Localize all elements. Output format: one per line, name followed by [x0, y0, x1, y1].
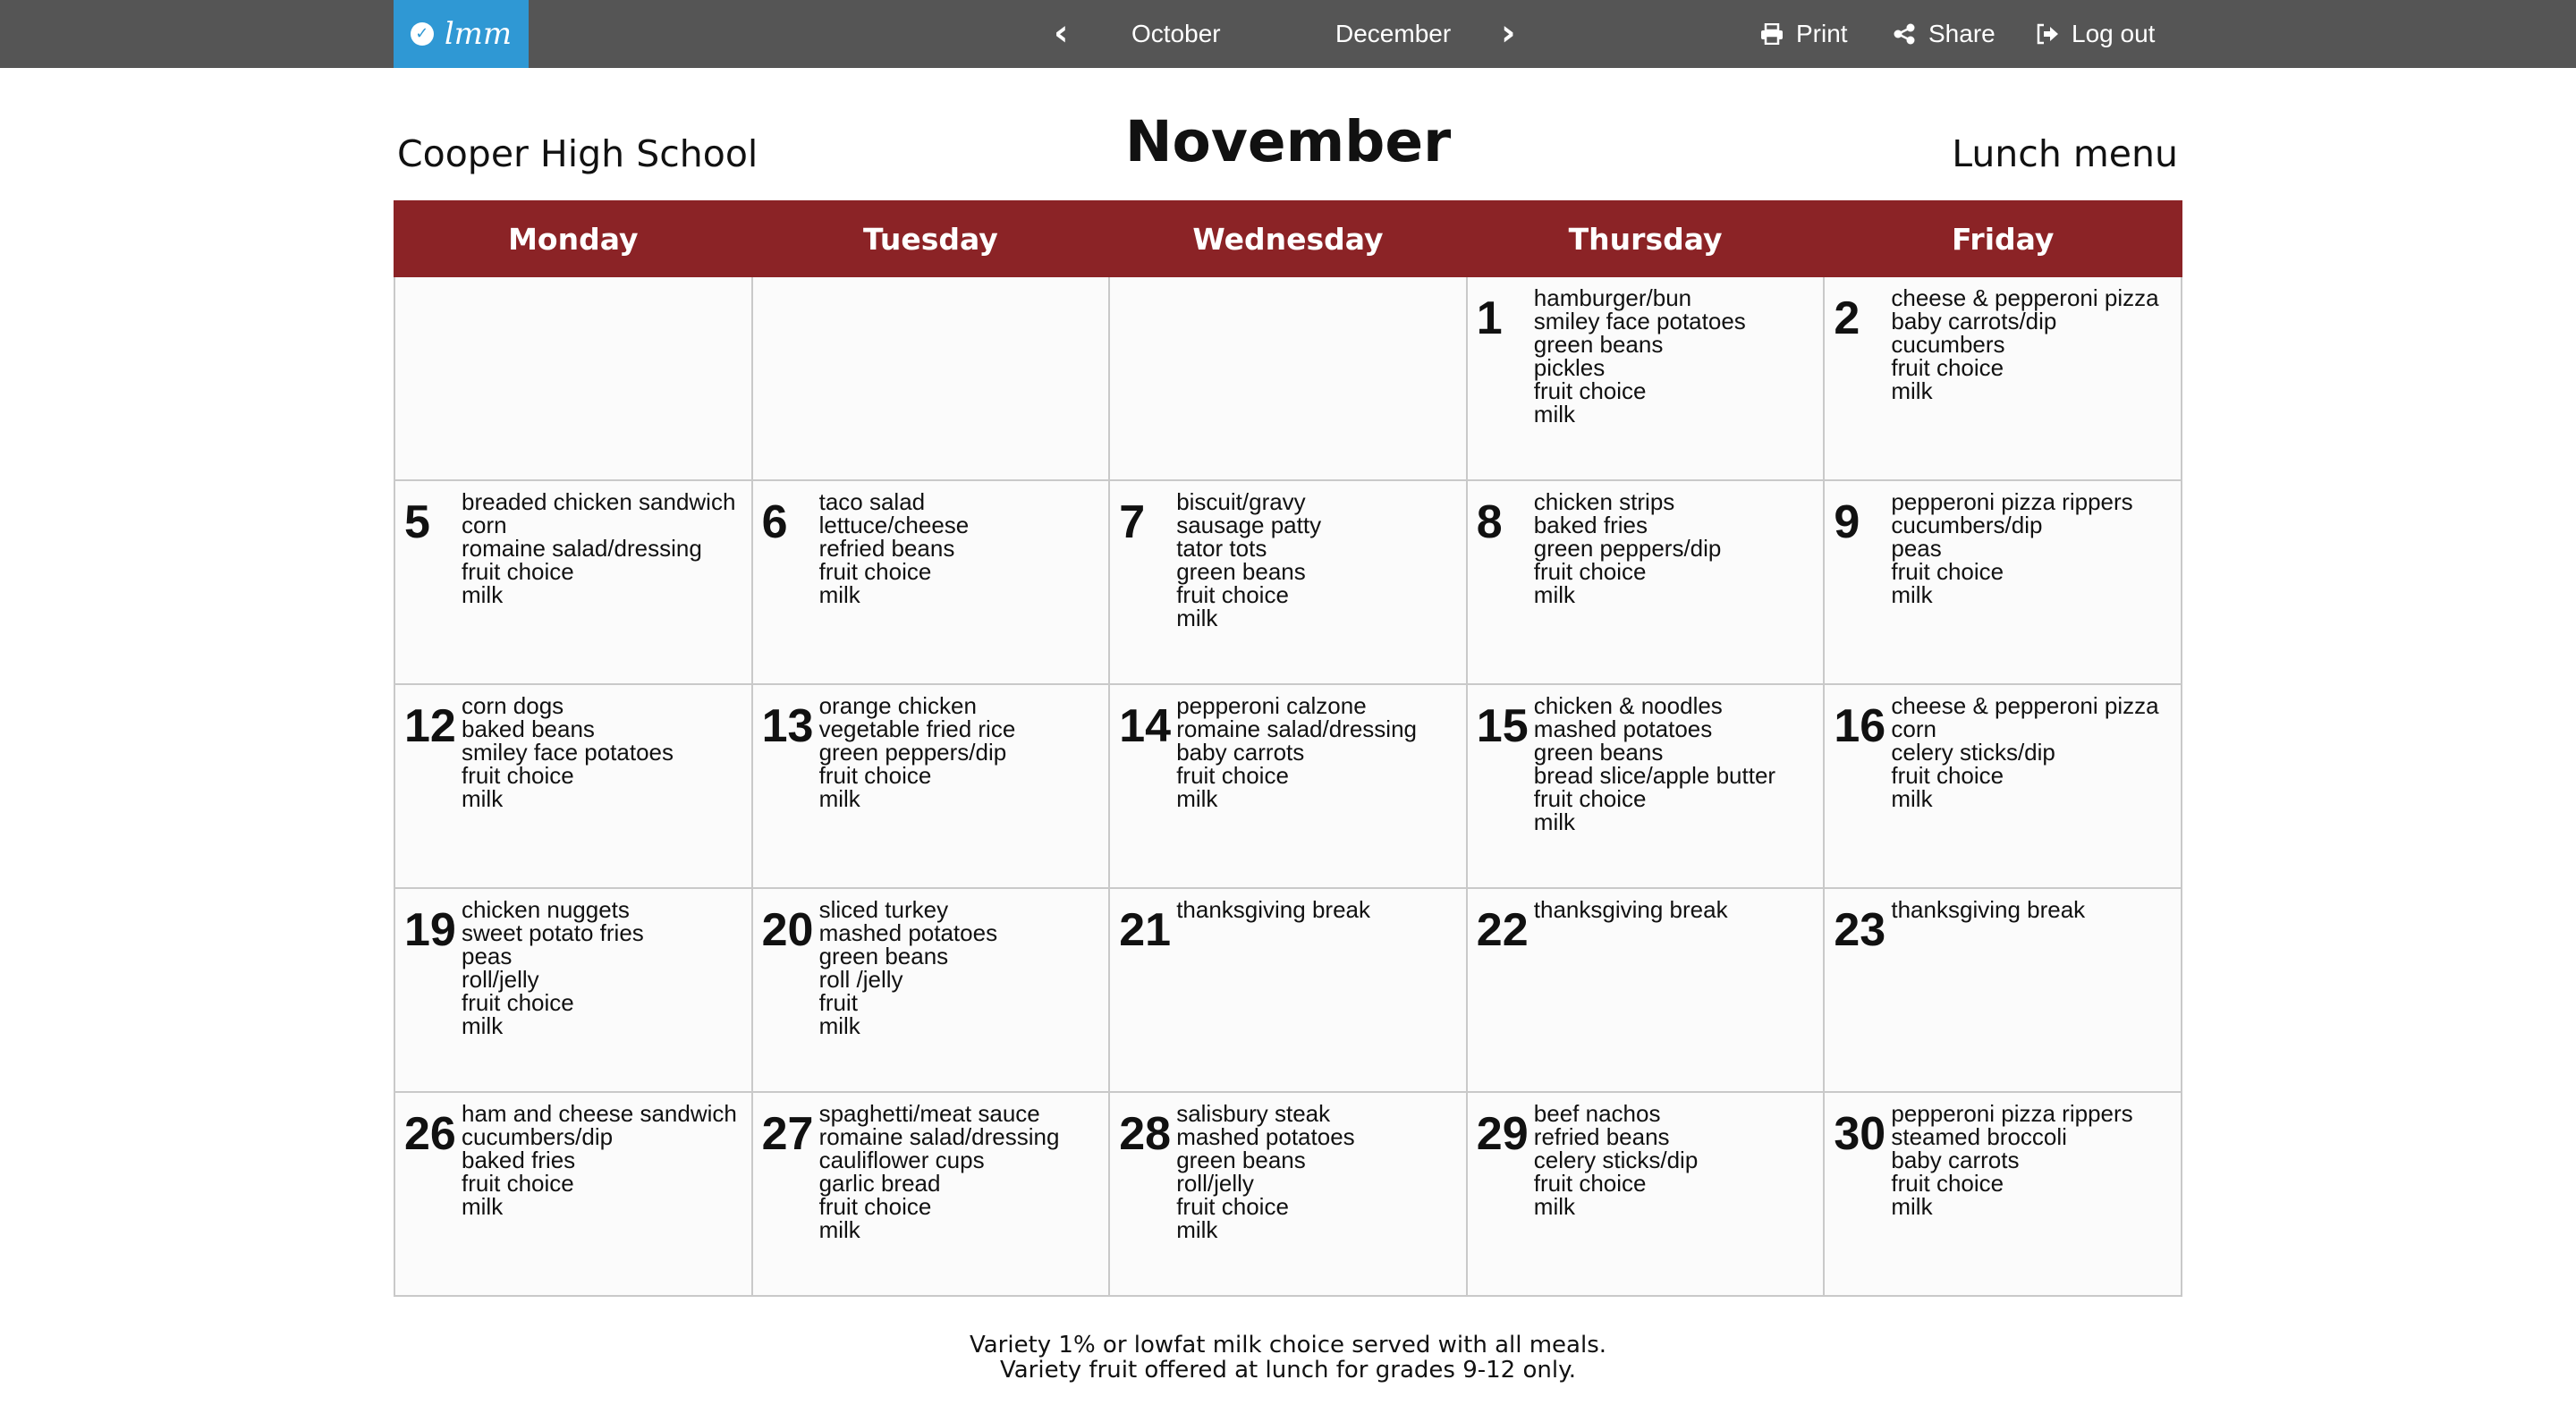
day-content: [1468, 277, 1824, 426]
menu-item: romaine salad/dressing: [1176, 715, 1417, 742]
day-content: [1110, 277, 1466, 286]
day-content: [753, 685, 1109, 810]
menu-item-list: [462, 694, 674, 810]
menu-item-list: [1176, 694, 1417, 810]
prev-month-link[interactable]: [1131, 0, 1221, 68]
menu-item: fruit choice: [1891, 1170, 2004, 1197]
menu-item: baby carrots: [1891, 1147, 2020, 1173]
menu-item-list: [1534, 1102, 1699, 1218]
menu-item: corn dogs: [462, 692, 564, 719]
menu-item: roll /jelly: [818, 966, 903, 993]
day-number: 1: [1476, 292, 1503, 344]
menu-item-list: [819, 898, 997, 1037]
menu-item-list: [1891, 694, 2158, 810]
day-number: 23: [1834, 904, 1886, 956]
weekday-header: Friday: [1824, 201, 2182, 276]
day-number: 6: [761, 496, 788, 548]
menu-item: milk: [462, 1193, 504, 1220]
menu-item: milk: [1533, 581, 1575, 608]
footer-note-fruit: Variety fruit offered at lunch for grades 9-12 only.: [999, 1357, 1577, 1384]
day-content: [1468, 889, 1824, 957]
menu-item: milk: [1891, 1193, 1933, 1220]
menu-item-list: [462, 1102, 737, 1218]
day-number: 15: [1476, 700, 1529, 752]
menu-item: smiley face potatoes: [462, 739, 674, 766]
day-number: 9: [1834, 496, 1860, 548]
day-number: 26: [404, 1108, 456, 1160]
calendar-day-cell: [1824, 1092, 2182, 1296]
menu-item: fruit choice: [1533, 1170, 1647, 1197]
menu-item: fruit choice: [1891, 762, 2004, 789]
menu-item: cucumbers: [1891, 331, 2005, 358]
day-content: [1110, 481, 1466, 630]
next-month-link[interactable]: [1335, 0, 1451, 68]
menu-item: vegetable fried rice: [818, 715, 1016, 742]
menu-item: celery sticks/dip: [1533, 1147, 1699, 1173]
menu-item: fruit choice: [818, 1193, 932, 1220]
day-content: [753, 481, 1109, 606]
page-title: November: [1124, 109, 1452, 174]
weekday-header-row: [394, 201, 2182, 276]
menu-item: milk: [1176, 605, 1218, 631]
menu-item: pepperoni pizza rippers: [1891, 488, 2133, 515]
menu-item: fruit choice: [818, 558, 932, 585]
menu-item: tator tots: [1176, 535, 1267, 562]
menu-item: fruit choice: [462, 989, 574, 1016]
menu-item-list: [1176, 490, 1321, 630]
day-content: [1468, 481, 1824, 606]
menu-item: fruit choice: [818, 762, 932, 789]
menu-item-list: [462, 490, 735, 606]
menu-item: milk: [1176, 1216, 1218, 1243]
weekday-header: Thursday: [1467, 201, 1825, 276]
calendar-day-cell: [1109, 684, 1467, 888]
menu-item: corn: [462, 512, 507, 538]
calendar-day-cell: [752, 480, 1110, 684]
day-content: [1825, 685, 2181, 810]
calendar-week-row: [394, 1092, 2182, 1296]
calendar-week-row: [394, 888, 2182, 1092]
day-content: [395, 685, 751, 810]
menu-item: refried beans: [1533, 1123, 1670, 1150]
day-number: 12: [404, 700, 456, 752]
calendar-day-cell: [394, 888, 752, 1092]
menu-item-list: [462, 898, 644, 1037]
menu-item: milk: [1533, 808, 1575, 835]
menu-item: milk: [462, 785, 504, 812]
calendar-day-cell: [752, 1092, 1110, 1296]
menu-item-list: [1534, 286, 1746, 426]
menu-item: milk: [818, 785, 860, 812]
menu-item: milk: [462, 1012, 504, 1039]
footer-notes: [0, 1333, 2576, 1383]
menu-item: smiley face potatoes: [1533, 308, 1746, 334]
logout-label: Log out: [2072, 20, 2156, 47]
calendar-day-cell: [1824, 888, 2182, 1092]
menu-item: roll/jelly: [1176, 1170, 1254, 1197]
calendar-week-row: [394, 480, 2182, 684]
day-number: 14: [1119, 700, 1172, 752]
menu-item: peas: [1891, 535, 1942, 562]
menu-item: mashed potatoes: [1533, 715, 1713, 742]
day-content: [1825, 889, 2181, 957]
top-bar: [0, 0, 2576, 68]
day-number: 19: [404, 904, 456, 956]
menu-item: green beans: [1533, 739, 1664, 766]
day-number: 30: [1834, 1108, 1886, 1160]
day-content: [753, 1093, 1109, 1241]
menu-item: breaded chicken sandwich: [462, 488, 736, 515]
menu-item: beef nachos: [1533, 1100, 1661, 1127]
menu-item: milk: [818, 1216, 860, 1243]
day-number: 5: [404, 496, 430, 548]
day-number: 8: [1476, 496, 1503, 548]
calendar-day-cell: [1467, 276, 1825, 480]
menu-item: refried beans: [818, 535, 955, 562]
calendar-day-cell: [752, 684, 1110, 888]
menu-item: fruit choice: [1533, 377, 1647, 404]
menu-item: milk: [1176, 785, 1218, 812]
menu-item: pepperoni pizza rippers: [1891, 1100, 2133, 1127]
day-content: [1110, 685, 1466, 810]
menu-item: hamburger/bun: [1533, 284, 1692, 311]
menu-item-list: [1176, 898, 1370, 957]
day-content: [1110, 1093, 1466, 1241]
menu-item: cheese & pepperoni pizza: [1891, 284, 2159, 311]
menu-item: baby carrots/dip: [1891, 308, 2057, 334]
logout-button[interactable]: [2036, 0, 2155, 68]
menu-item: green beans: [1176, 1147, 1306, 1173]
menu-item: salisbury steak: [1176, 1100, 1331, 1127]
day-number: 27: [761, 1108, 814, 1160]
share-button[interactable]: [1893, 0, 1996, 68]
day-number: 13: [761, 700, 814, 752]
weekday-header: Tuesday: [752, 201, 1110, 276]
menu-item-list: [1891, 286, 2158, 402]
menu-item-list: [1891, 898, 2085, 957]
day-content: [753, 889, 1109, 1037]
menu-item: chicken nuggets: [462, 896, 630, 923]
menu-item: fruit choice: [1533, 785, 1647, 812]
app-logo[interactable]: [394, 0, 529, 68]
footer-note-milk: Variety 1% or lowfat milk choice served with all meals.: [969, 1332, 1607, 1359]
printer-icon: [1760, 23, 1784, 45]
day-number: 28: [1119, 1108, 1172, 1160]
menu-item: pepperoni calzone: [1176, 692, 1367, 719]
menu-item: ham and cheese sandwich: [462, 1100, 737, 1127]
menu-item: green peppers/dip: [1533, 535, 1722, 562]
day-number: 2: [1834, 292, 1860, 344]
menu-item-list: [1176, 1102, 1354, 1241]
calendar-week-row: [394, 276, 2182, 480]
menu-item: lettuce/cheese: [818, 512, 970, 538]
menu-item: romaine salad/dressing: [818, 1123, 1060, 1150]
menu-item: fruit choice: [462, 762, 574, 789]
menu-item: fruit choice: [1176, 1193, 1289, 1220]
calendar-day-cell: [1467, 1092, 1825, 1296]
menu-item: sliced turkey: [818, 896, 949, 923]
menu-item: fruit choice: [1533, 558, 1647, 585]
day-content: [1468, 1093, 1824, 1218]
calendar-day-cell: [1109, 480, 1467, 684]
menu-type: Lunch menu: [1952, 132, 2178, 175]
menu-item: milk: [1533, 1193, 1575, 1220]
menu-item: sweet potato fries: [462, 919, 644, 946]
menu-item: baby carrots: [1176, 739, 1305, 766]
calendar-day-cell: [394, 276, 752, 480]
menu-item: cucumbers/dip: [1891, 512, 2043, 538]
menu-item-list: [1891, 490, 2132, 606]
menu-item: sausage patty: [1176, 512, 1322, 538]
menu-item: cheese & pepperoni pizza: [1891, 692, 2159, 719]
print-button[interactable]: [1760, 0, 1848, 68]
menu-item: milk: [1891, 377, 1933, 404]
menu-item: baked fries: [1533, 512, 1648, 538]
calendar-day-cell: [1824, 684, 2182, 888]
menu-item: fruit choice: [1891, 558, 2004, 585]
menu-item: thanksgiving break: [1891, 896, 2086, 923]
prev-month-label: October: [1131, 20, 1221, 47]
menu-item-list: [1534, 898, 1728, 957]
menu-calendar: [394, 200, 2182, 1297]
menu-item: fruit: [818, 989, 858, 1016]
menu-item: chicken & noodles: [1533, 692, 1723, 719]
menu-item: steamed broccoli: [1891, 1123, 2067, 1150]
calendar-day-cell: [1824, 480, 2182, 684]
calendar-day-cell: [752, 888, 1110, 1092]
menu-item: green beans: [1176, 558, 1306, 585]
menu-item: fruit choice: [1176, 762, 1289, 789]
logo-text: lmm: [444, 16, 513, 52]
menu-item: biscuit/gravy: [1176, 488, 1306, 515]
menu-item: thanksgiving break: [1176, 896, 1370, 923]
weekday-header: Monday: [394, 201, 752, 276]
menu-item: milk: [1533, 401, 1575, 427]
menu-item-list: [819, 1102, 1060, 1241]
calendar-day-cell: [1824, 276, 2182, 480]
calendar-day-cell: [394, 1092, 752, 1296]
day-content: [1825, 481, 2181, 606]
school-name: Cooper High School: [397, 132, 758, 175]
chevron-left-icon[interactable]: ‹: [1054, 13, 1069, 54]
day-content: [395, 277, 751, 286]
day-number: 20: [761, 904, 814, 956]
menu-item: garlic bread: [818, 1170, 941, 1197]
calendar-day-cell: [1467, 480, 1825, 684]
menu-item: spaghetti/meat sauce: [818, 1100, 1040, 1127]
menu-item-list: [1891, 1102, 2132, 1218]
weekday-header: Wednesday: [1109, 201, 1467, 276]
menu-item: bread slice/apple butter: [1533, 762, 1776, 789]
share-label: Share: [1928, 20, 1996, 47]
calendar-day-cell: [1467, 888, 1825, 1092]
calendar-day-cell: [394, 684, 752, 888]
menu-item: baked fries: [462, 1147, 576, 1173]
day-number: 22: [1476, 904, 1529, 956]
chevron-right-icon[interactable]: ›: [1501, 13, 1516, 54]
menu-item: baked beans: [462, 715, 595, 742]
menu-item: milk: [818, 1012, 860, 1039]
calendar-body: [394, 276, 2182, 1296]
menu-item: fruit choice: [1891, 354, 2004, 381]
menu-item: milk: [1891, 785, 1933, 812]
calendar-day-cell: [752, 276, 1110, 480]
menu-item: milk: [818, 581, 860, 608]
menu-item: mashed potatoes: [1176, 1123, 1355, 1150]
share-icon: [1893, 23, 1916, 45]
menu-item-list: [819, 694, 1016, 810]
calendar-day-cell: [1109, 1092, 1467, 1296]
menu-item: cauliflower cups: [818, 1147, 985, 1173]
calendar-week-row: [394, 684, 2182, 888]
menu-item: fruit choice: [462, 558, 574, 585]
menu-item: pickles: [1533, 354, 1606, 381]
day-content: [395, 481, 751, 606]
calendar-day-cell: [1109, 888, 1467, 1092]
day-content: [395, 1093, 751, 1218]
day-content: [1825, 277, 2181, 402]
menu-item: chicken strips: [1533, 488, 1675, 515]
day-number: 7: [1119, 496, 1146, 548]
menu-item: green beans: [818, 943, 949, 969]
menu-item: mashed potatoes: [818, 919, 998, 946]
day-content: [753, 277, 1109, 286]
menu-item: green peppers/dip: [818, 739, 1007, 766]
menu-item: milk: [1891, 581, 1933, 608]
menu-item: milk: [462, 581, 504, 608]
menu-item: celery sticks/dip: [1891, 739, 2055, 766]
print-label: Print: [1796, 20, 1848, 47]
menu-item-list: [819, 490, 970, 606]
menu-item-list: [1534, 490, 1722, 606]
calendar-day-cell: [1467, 684, 1825, 888]
day-number: 16: [1834, 700, 1886, 752]
menu-item: taco salad: [818, 488, 926, 515]
menu-item-list: [1534, 694, 1775, 834]
next-month-label: December: [1335, 20, 1452, 47]
menu-item: fruit choice: [1176, 581, 1289, 608]
day-content: [1825, 1093, 2181, 1218]
day-content: [1110, 889, 1466, 957]
calendar-day-cell: [394, 480, 752, 684]
logout-icon: [2036, 23, 2059, 45]
day-content: [395, 889, 751, 1037]
calendar-day-cell: [1109, 276, 1467, 480]
day-number: 29: [1476, 1108, 1529, 1160]
menu-item: fruit choice: [462, 1170, 574, 1197]
menu-item: cucumbers/dip: [462, 1123, 614, 1150]
menu-item: corn: [1891, 715, 1936, 742]
day-content: [1468, 685, 1824, 834]
menu-item: romaine salad/dressing: [462, 535, 702, 562]
menu-item: orange chicken: [818, 692, 977, 719]
menu-item: thanksgiving break: [1533, 896, 1728, 923]
check-circle-icon: ✓: [411, 22, 434, 46]
menu-item: peas: [462, 943, 513, 969]
menu-item: roll/jelly: [462, 966, 539, 993]
menu-item: green beans: [1533, 331, 1664, 358]
day-number: 21: [1119, 904, 1172, 956]
